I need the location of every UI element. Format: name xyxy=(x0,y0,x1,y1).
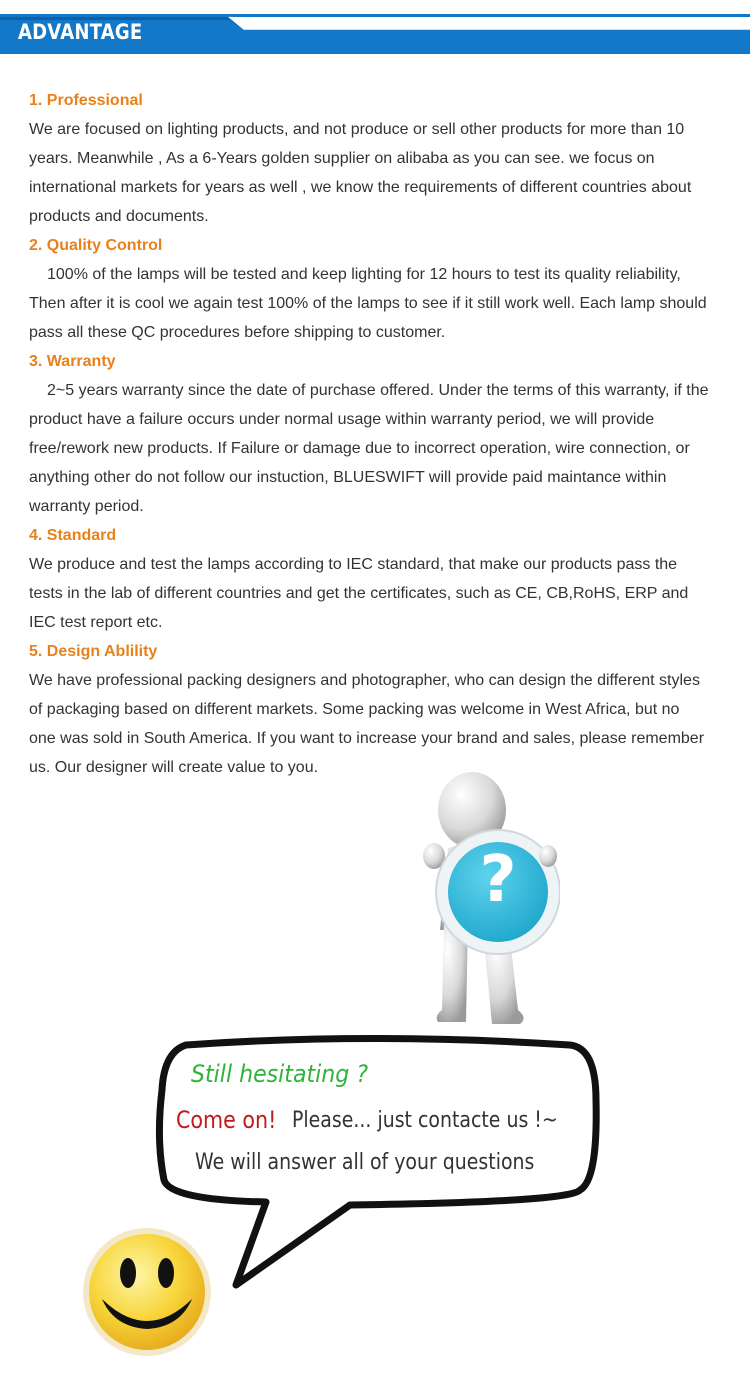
section-line: years. Meanwhile , As a 6-Years golden supplier on alibaba as you can see. we focus on xyxy=(29,150,655,167)
section-professional xyxy=(29,86,739,231)
section-line: warranty period. xyxy=(29,498,144,515)
smiley-face-graphic xyxy=(80,1225,215,1360)
section-line: tests in the lab of different countries and get the certificates, such as CE, CB,RoHS, ERP and xyxy=(29,585,689,602)
section-line: free/rework new products. If Failure or damage due to incorrect operation, wire connection, or xyxy=(29,440,690,457)
section-line: product have a failure occurs under normal usage within warranty period, we will provide xyxy=(29,411,655,428)
section-title: 5. Design Ablility xyxy=(29,643,158,660)
section-title: 2. Quality Control xyxy=(29,237,163,254)
section-line: 100% of the lamps will be tested and keep lighting for 12 hours to test its quality reliability, xyxy=(47,266,681,283)
section-line: IEC test report etc. xyxy=(29,614,163,631)
question-mark-icon: ? xyxy=(479,843,517,917)
section-line: pass all these QC procedures before shipping to customer. xyxy=(29,324,446,341)
section-design-ability xyxy=(29,637,739,782)
section-warranty xyxy=(29,347,739,521)
bubble-please-contact: Please... just contacte us !~ xyxy=(292,1108,558,1133)
bubble-come-on: Come on! xyxy=(176,1106,277,1134)
smiley-face-icon xyxy=(80,1225,215,1360)
section-line: international markets for years as well , we know the requirements of different countries about xyxy=(29,179,692,196)
figure-with-question-sign xyxy=(420,770,560,1030)
page-title: ADVANTAGE xyxy=(18,20,143,44)
section-title: 4. Standard xyxy=(29,527,117,544)
section-standard xyxy=(29,521,739,637)
section-line: anything other do not follow our instuction, BLUESWIFT will provide paid maintance within xyxy=(29,469,667,486)
section-line: products and documents. xyxy=(29,208,209,225)
section-quality-control xyxy=(29,231,739,347)
section-title: 3. Warranty xyxy=(29,353,116,370)
section-title: 1. Professional xyxy=(29,92,143,109)
section-line: one was sold in South America. If you want to increase your brand and sales, please remember xyxy=(29,730,705,747)
bubble-answer-questions: We will answer all of your questions xyxy=(195,1150,535,1175)
advantage-banner xyxy=(0,0,750,60)
section-line: of packaging based on different markets. Some packing was welcome in West Africa, but no xyxy=(29,701,680,718)
section-line: us. Our designer will create value to you. xyxy=(29,759,319,776)
bubble-line-still-hesitating: Still hesitating ? xyxy=(191,1060,369,1088)
section-line: Then after it is cool we again test 100% of the lamps to see if it still work well. Each lamp should xyxy=(29,295,707,312)
section-line: We are focused on lighting products, and not produce or sell other products for more than 10 xyxy=(29,121,685,138)
section-line: We produce and test the lamps according to IEC standard, that make our products pass the xyxy=(29,556,678,573)
section-line: We have professional packing designers and photographer, who can design the different styles xyxy=(29,672,700,689)
section-line: 2~5 years warranty since the date of purchase offered. Under the terms of this warranty, if the xyxy=(47,382,709,399)
advantage-list xyxy=(29,86,739,782)
